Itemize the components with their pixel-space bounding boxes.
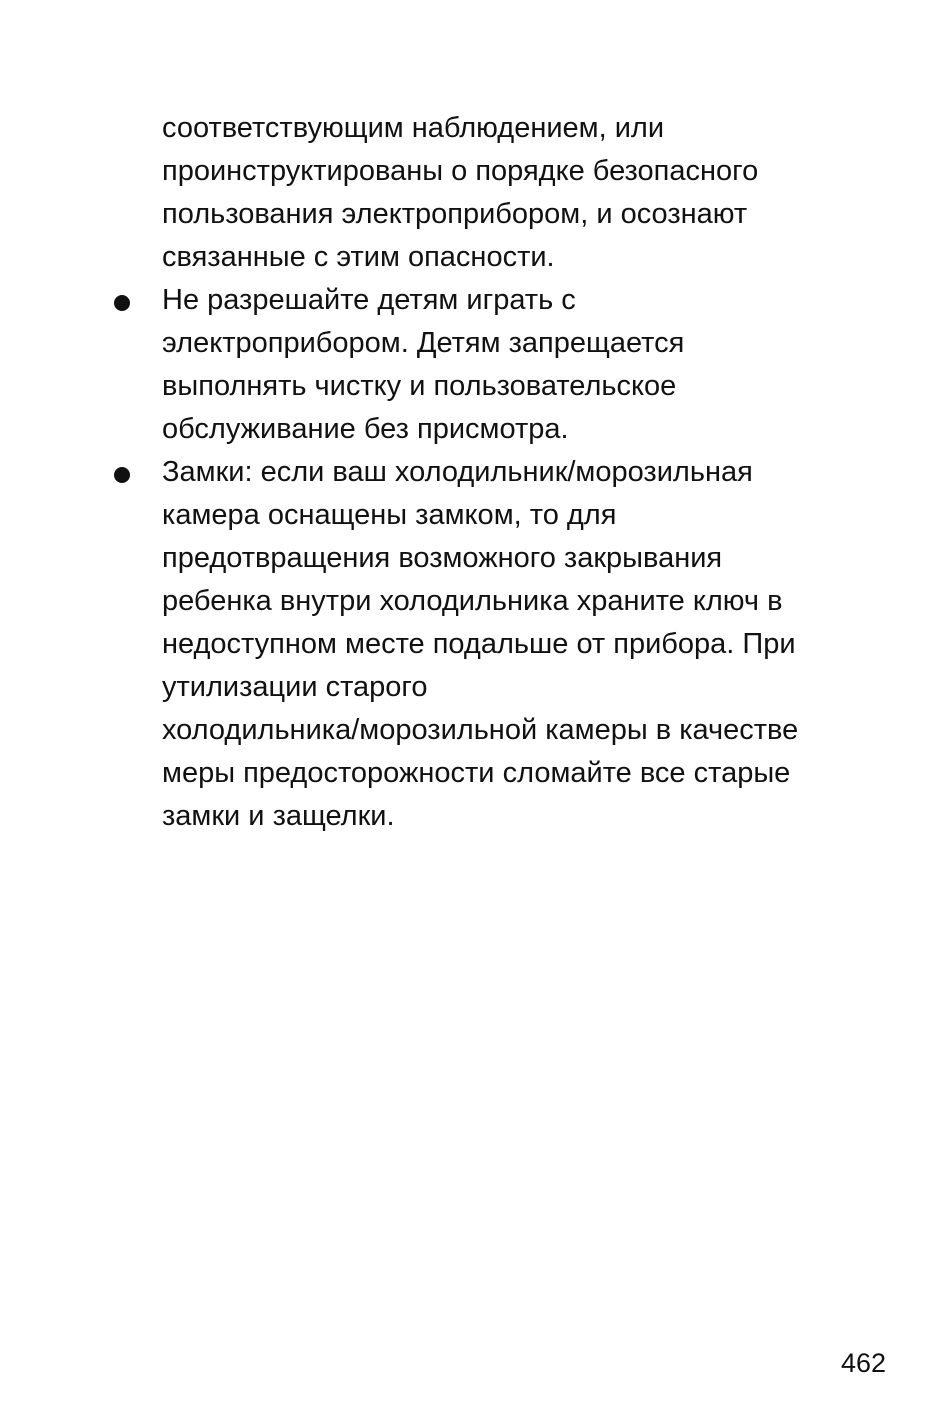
text-line: холодильника/морозильной камеры в качестве xyxy=(162,714,799,746)
text-line: выполнять чистку и пользовательское xyxy=(162,370,677,402)
page-number: 462 xyxy=(840,1348,886,1378)
text-line: замки и защелки. xyxy=(162,800,395,832)
text-line: проинструктированы о порядке безопасного xyxy=(162,155,759,187)
text-line: электроприбором. Детям запрещается xyxy=(162,327,685,359)
text-line: связанные с этим опасности. xyxy=(162,241,555,273)
text-line: обслуживание без присмотра. xyxy=(162,413,569,445)
text-line: ребенка внутри холодильника храните ключ в xyxy=(162,585,783,617)
text-line: предотвращения возможного закрывания xyxy=(162,542,723,574)
text-line: Замки: если ваш холодильник/морозильная xyxy=(162,456,753,488)
bullet-icon xyxy=(114,467,130,483)
bullet-icon xyxy=(114,295,130,311)
text-line: меры предосторожности сломайте все старые xyxy=(162,757,791,789)
text-line: соответствующим наблюдением, или xyxy=(162,112,665,144)
text-line: пользования электроприбором, и осознают xyxy=(162,198,748,230)
text-line: камера оснащены замком, то для xyxy=(162,499,617,531)
text-line: Не разрешайте детям играть с xyxy=(162,284,576,316)
text-line: утилизации старого xyxy=(162,671,428,703)
text-line: недоступном месте подальше от прибора. При xyxy=(162,628,796,660)
